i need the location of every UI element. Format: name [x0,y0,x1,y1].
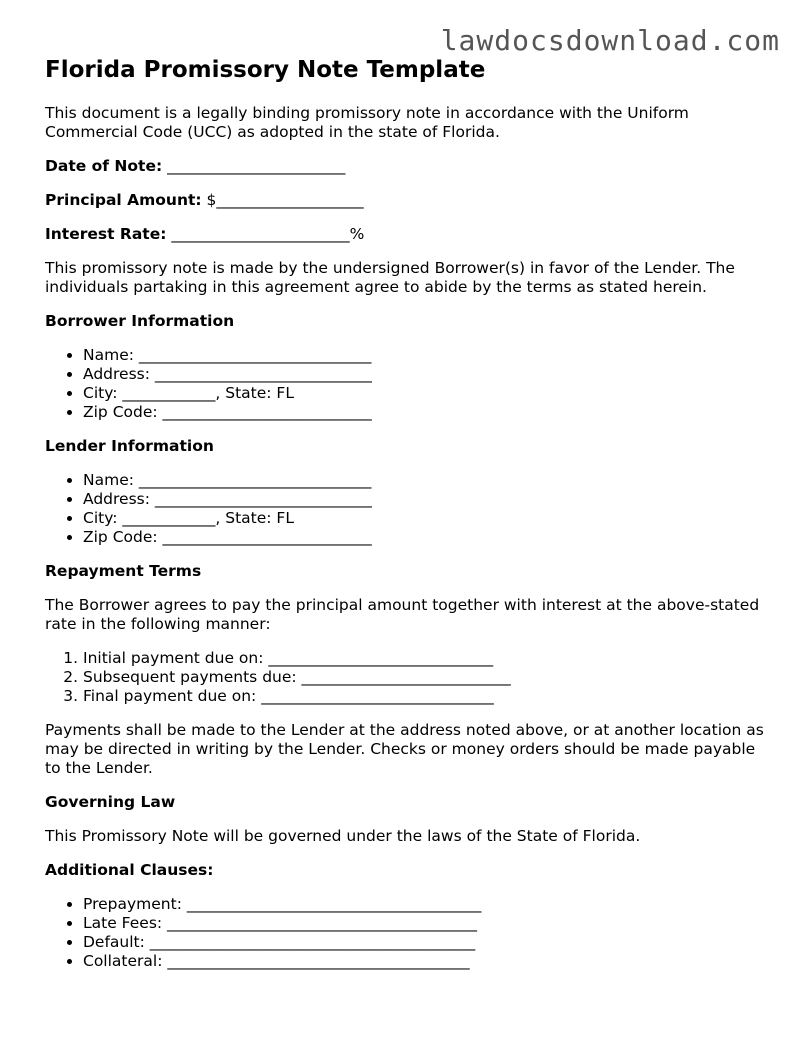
governing-heading: Governing Law [45,793,176,811]
initial-payment-item: 1. Initial payment due on: _____________________________ [83,649,765,668]
principal-label: Principal Amount: [45,191,202,209]
borrower-address-item: • Address: ____________________________ [83,365,765,384]
date-label: Date of Note: [45,157,163,175]
subsequent-payments-item: 2. Subsequent payments due: ___________________________ [83,668,765,687]
statement-paragraph: This promissory note is made by the undersigned Borrower(s) in favor of the Lender. The individuals partaking in this agreement agree to abide by the terms as stated herein. [45,259,735,296]
page-title: Florida Promissory Note Template [45,57,486,83]
lender-zip-item: • Zip Code: ___________________________ [83,528,765,547]
repayment-paragraph: The Borrower agrees to pay the principal amount together with interest at the above-stated rate in the following manner: [45,596,760,633]
date-blank: _______________________ [167,157,346,175]
lender-address-item: • Address: ____________________________ [83,490,765,509]
borrower-list [45,346,765,422]
interest-blank: _______________________% [171,225,365,243]
clauses-heading: Additional Clauses: [45,861,214,879]
lender-list [45,471,765,547]
lender-city-item: • City: ____________, State: FL [83,509,765,528]
prepayment-item: • Prepayment: ______________________________________ [83,895,765,914]
late-fees-item: • Late Fees: ________________________________________ [83,914,765,933]
final-payment-item: 3. Final payment due on: ______________________________ [83,687,765,706]
principal-field [45,191,765,210]
borrower-city-item: • City: ____________, State: FL [83,384,765,403]
borrower-zip-item: • Zip Code: ___________________________ [83,403,765,422]
intro-paragraph: This document is a legally binding promissory note in accordance with the Uniform Commercial Code (UCC) as adopted in the state of Florida. [45,104,689,141]
payments-paragraph: Payments shall be made to the Lender at the address noted above, or at another location as may be directed in writing by the Lender. Checks or money orders should be made payable to the Lender. [45,721,764,777]
interest-label: Interest Rate: [45,225,167,243]
repayment-list [45,649,765,706]
default-item: • Default: __________________________________________ [83,933,765,952]
borrower-heading: Borrower Information [45,312,235,330]
interest-field [45,225,765,244]
lender-heading: Lender Information [45,437,214,455]
lender-name-item: • Name: ______________________________ [83,471,765,490]
document-page [45,56,765,986]
date-field [45,157,765,176]
governing-paragraph: This Promissory Note will be governed under the laws of the State of Florida. [45,827,641,845]
clauses-list [45,895,765,971]
repayment-heading: Repayment Terms [45,562,202,580]
borrower-name-item: • Name: ______________________________ [83,346,765,365]
watermark: lawdocsdownload.com [440,24,780,57]
principal-blank: $___________________ [206,191,364,209]
collateral-item: • Collateral: _______________________________________ [83,952,765,971]
